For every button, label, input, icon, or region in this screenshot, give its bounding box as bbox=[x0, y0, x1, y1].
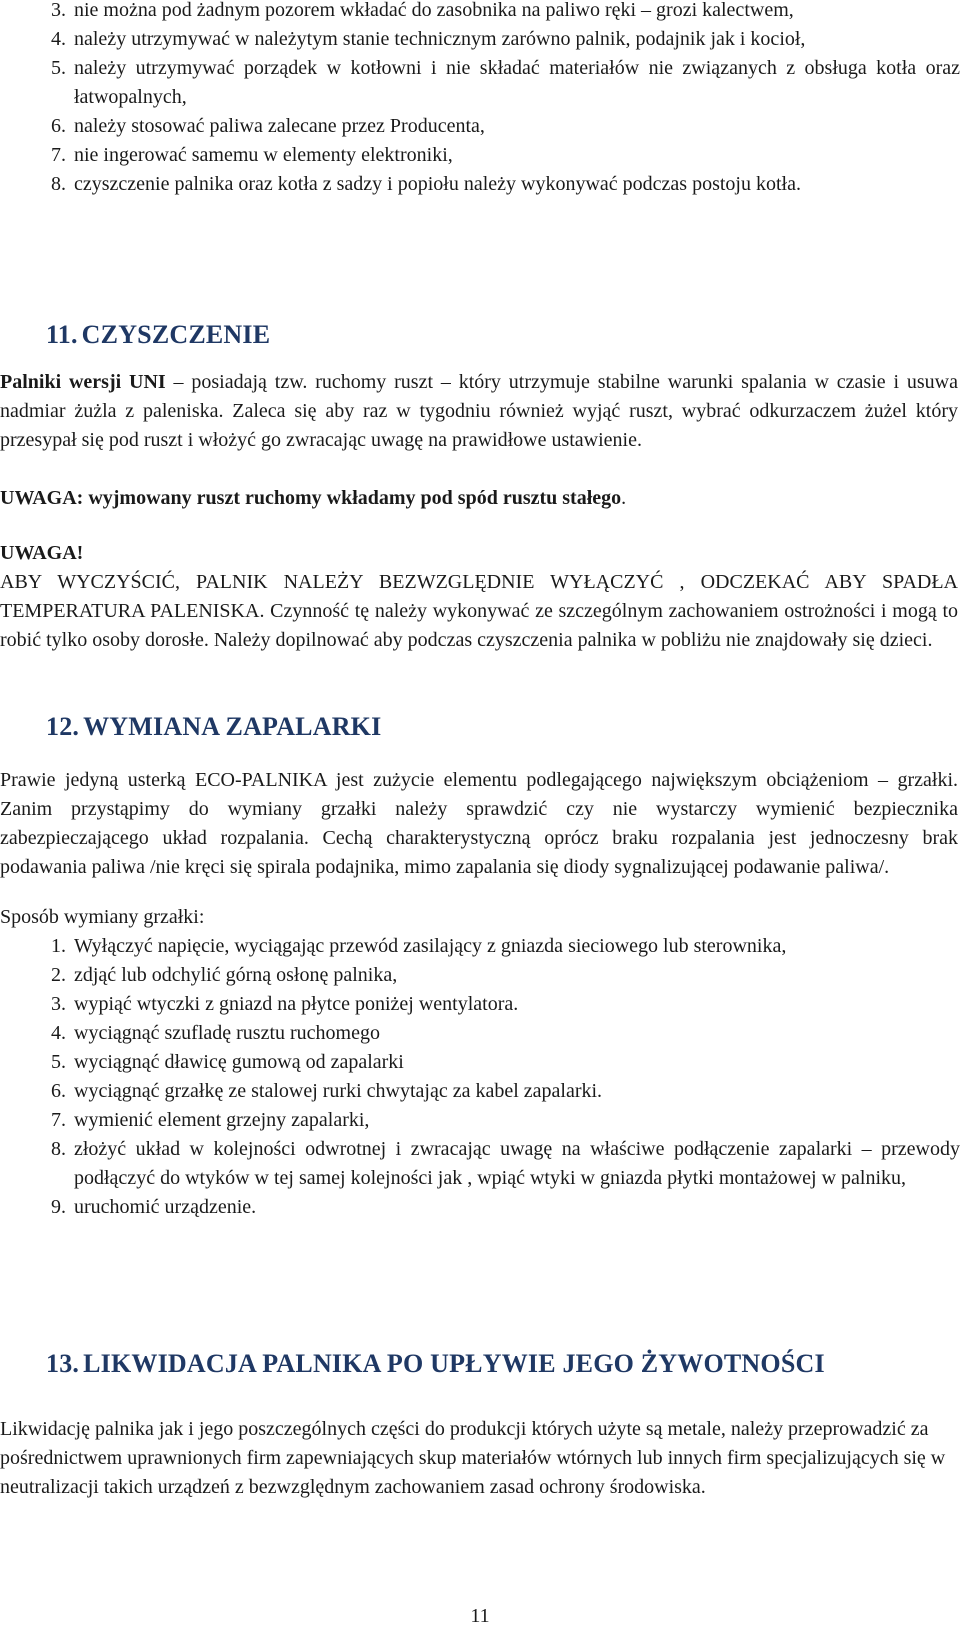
safety-list bbox=[0, 0, 960, 199]
section-heading-cleaning: 11. CZYSZCZENIE bbox=[46, 320, 271, 349]
disposal-paragraph: Likwidację palnika jak i jego poszczególnych części do produkcji których użyte są metale, należy przeprowadzić za pośrednictwem uprawnionych firm zapewniających skup materiałów wtórnych lub innych firm specjalizujących się w neutralizacji takich urządzeń z bezwzględnym zachowaniem zasad ochrony środowiska. bbox=[0, 1418, 946, 1498]
list-item: 8. czyszczenie palnika oraz kotła z sadzy i popiołu należy wykonywać podczas postoju kotła. bbox=[51, 173, 801, 195]
cleaning-warning: UWAGA: wyjmowany ruszt ruchomy wkładamy pod spód rusztu stałego. bbox=[0, 487, 627, 509]
list-item: 1. Wyłączyć napięcie, wyciągając przewód zasilający z gniazda sieciowego lub sterownika, bbox=[51, 935, 787, 957]
cleaning-paragraph: Palniki wersji UNI – posiadają tzw. ruchomy ruszt – który utrzymuje stabilne warunki spalania w czasie i usuwa nadmiar żużla z paleniska. Zaleca się aby raz w tygodniu również wyjąć ruszt, wybrać odkurzaczem żużel który przesypał się pod ruszt i włożyć go zwracając uwagę na prawidłowe ustawienie. bbox=[0, 371, 959, 451]
list-item: 3. nie można pod żadnym pozorem wkładać do zasobnika na paliwo ręki – grozi kalectwem, bbox=[51, 0, 794, 21]
list-item: 8. złożyć układ w kolejności odwrotnej i zwracając uwagę na właściwe podłączenie zapalarki – przewody podłączyć do wtyków w tej samej kolejności jak , wpiąć wtyki w gniazda płytki montażowej w palniku, bbox=[51, 1138, 960, 1189]
igniter-steps-list bbox=[0, 932, 960, 1222]
list-item: 4. należy utrzymywać w należytym stanie technicznym zarówno palnik, podajnik jak i kocioł, bbox=[51, 28, 806, 50]
safety-warning-paragraph: UWAGA! ABY WYCZYŚCIĆ, PALNIK NALEŻY BEZWZGLĘDNIE WYŁĄCZYĆ , ODCZEKAĆ ABY SPADŁA TEMPERATURA PALENISKA. Czynność tę należy wykonywać ze szczególnym zachowaniem ostrożności i mogą to robić tylko osoby dorosłe. Należy dopilnować aby podczas czyszczenia palnika w pobliżu nie znajdowały się dzieci. bbox=[0, 542, 958, 651]
list-item: 6. należy stosować paliwa zalecane przez Producenta, bbox=[51, 115, 485, 137]
list-item: 5. wyciągnąć dławicę gumową od zapalarki bbox=[51, 1051, 404, 1073]
list-item: 5. należy utrzymywać porządek w kotłowni i nie składać materiałów nie związanych z obsługa kotła oraz łatwopalnych, bbox=[51, 57, 960, 108]
list-item: 6. wyciągnąć grzałkę ze stalowej rurki chwytając za kabel zapalarki. bbox=[51, 1080, 603, 1102]
section-heading-igniter: 12. WYMIANA ZAPALARKI bbox=[46, 712, 382, 741]
list-item: 3. wypiąć wtyczki z gniazd na płytce poniżej wentylatora. bbox=[51, 993, 519, 1015]
list-item: 9. uruchomić urządzenie. bbox=[51, 1196, 257, 1218]
section-heading-disposal: 13. LIKWIDACJA PALNIKA PO UPŁYWIE JEGO ŻYWOTNOŚCI bbox=[46, 1349, 825, 1378]
list-item: 4. wyciągnąć szufladę rusztu ruchomego bbox=[51, 1022, 380, 1044]
steps-label: Sposób wymiany grzałki: bbox=[0, 906, 205, 928]
list-item: 7. nie ingerować samemu w elementy elektroniki, bbox=[51, 144, 453, 166]
page-number: 11 bbox=[470, 1605, 490, 1627]
list-item: 7. wymienić element grzejny zapalarki, bbox=[51, 1109, 370, 1131]
list-item: 2. zdjąć lub odchylić górną osłonę palnika, bbox=[51, 964, 398, 986]
igniter-intro-paragraph: Prawie jedyną usterką ECO-PALNIKA jest zużycie elementu podlegającego największym obciążeniom – grzałki. Zanim przystąpimy do wymiany grzałki należy sprawdzić czy nie wystarczy wymienić bezpiecznika zabezpieczającego układ rozpalania. Cechą charakterystyczną oprócz braku rozpalania jest jednoczesny brak podawania paliwa /nie kręci się spirala podajnika, mimo zapalania się diody sygnalizującej podawanie paliwa/. bbox=[0, 769, 958, 878]
